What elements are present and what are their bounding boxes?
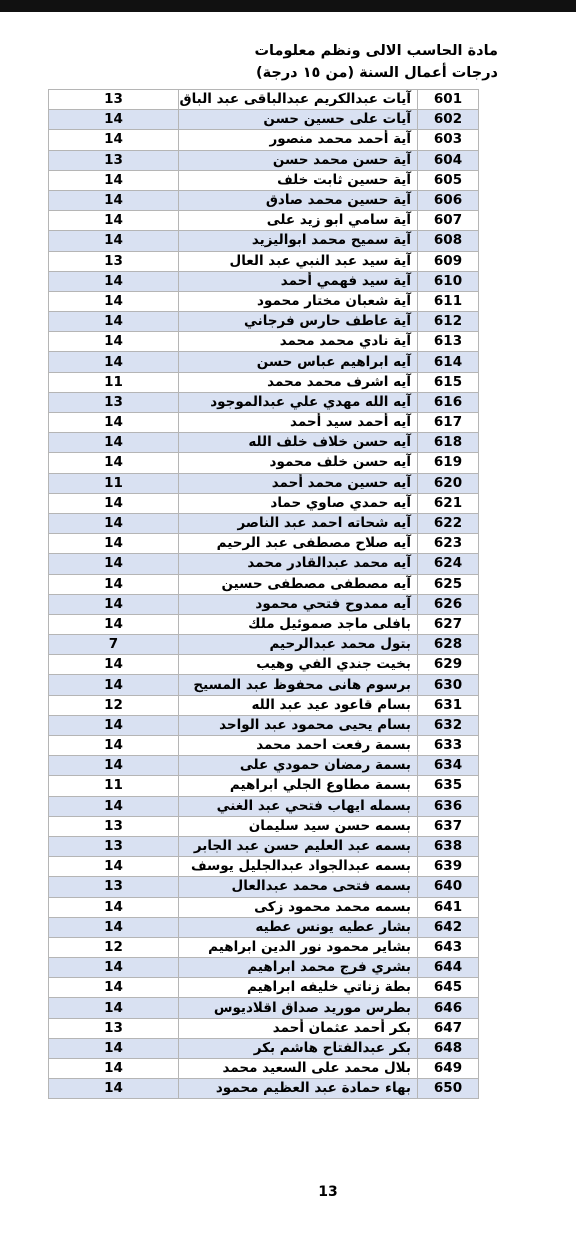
grade-cell: 13 <box>49 1018 179 1038</box>
grade-cell: 13 <box>49 877 179 897</box>
seat-number-cell: 626 <box>418 594 479 614</box>
grade-cell: 14 <box>49 130 179 150</box>
table-row <box>49 937 479 957</box>
student-name-cell: آيات عبدالكريم عبدالباقى عبد الباق <box>179 90 418 110</box>
student-name-cell: آية حسن محمد حسن <box>179 150 418 170</box>
seat-number-cell: 638 <box>418 836 479 856</box>
table-row <box>49 978 479 998</box>
student-name-cell: بهاء حمادة عبد العظيم محمود <box>179 1079 418 1099</box>
seat-number-cell: 646 <box>418 998 479 1018</box>
seat-number-cell: 617 <box>418 413 479 433</box>
seat-number-cell: 605 <box>418 170 479 190</box>
seat-number-cell: 624 <box>418 554 479 574</box>
seat-number-cell: 625 <box>418 574 479 594</box>
seat-number-cell: 639 <box>418 857 479 877</box>
table-row <box>49 493 479 513</box>
table-row <box>49 695 479 715</box>
grade-cell: 13 <box>49 816 179 836</box>
grade-cell: 11 <box>49 776 179 796</box>
student-name-cell: آية سامي ابو زيد على <box>179 211 418 231</box>
table-row <box>49 312 479 332</box>
table-row <box>49 392 479 412</box>
student-name-cell: بسمة مطاوع الجلي ابراهيم <box>179 776 418 796</box>
seat-number-cell: 643 <box>418 937 479 957</box>
grade-cell: 14 <box>49 332 179 352</box>
student-name-cell: آية حسين ثابت خلف <box>179 170 418 190</box>
grade-cell: 14 <box>49 170 179 190</box>
table-row <box>49 1018 479 1038</box>
seat-number-cell: 601 <box>418 90 479 110</box>
table-row <box>49 958 479 978</box>
seat-number-cell: 634 <box>418 756 479 776</box>
table-row <box>49 756 479 776</box>
seat-number-cell: 640 <box>418 877 479 897</box>
grade-cell: 14 <box>49 312 179 332</box>
table-row <box>49 251 479 271</box>
table-row <box>49 816 479 836</box>
grade-cell: 13 <box>49 150 179 170</box>
page-number: 13 <box>318 1184 338 1200</box>
table-row <box>49 433 479 453</box>
table-row <box>49 554 479 574</box>
student-name-cell: بكر عبدالفتاح هاشم بكر <box>179 1038 418 1058</box>
table-row <box>49 635 479 655</box>
document-header <box>254 40 498 84</box>
student-name-cell: آية سيد عبد النبي عبد العال <box>179 251 418 271</box>
table-row <box>49 998 479 1018</box>
seat-number-cell: 609 <box>418 251 479 271</box>
student-name-cell: آيه حسن خلف محمود <box>179 453 418 473</box>
grade-cell: 14 <box>49 1059 179 1079</box>
table-row <box>49 1038 479 1058</box>
seat-number-cell: 644 <box>418 958 479 978</box>
student-name-cell: آية نادي محمد محمد <box>179 332 418 352</box>
student-name-cell: بسمه عبد العليم حسن عبد الجابر <box>179 836 418 856</box>
student-name-cell: بسمه عبدالجواد عبدالجليل يوسف <box>179 857 418 877</box>
student-name-cell: آيه شحاته احمد عبد الناصر <box>179 513 418 533</box>
grade-cell: 13 <box>49 392 179 412</box>
table-row <box>49 655 479 675</box>
seat-number-cell: 629 <box>418 655 479 675</box>
table-row <box>49 1079 479 1099</box>
student-name-cell: بشاير محمود نور الدين ابراهيم <box>179 937 418 957</box>
student-name-cell: بلال محمد على السعيد محمد <box>179 1059 418 1079</box>
grade-cell: 14 <box>49 453 179 473</box>
table-row <box>49 594 479 614</box>
grade-cell: 11 <box>49 473 179 493</box>
grade-cell: 14 <box>49 271 179 291</box>
student-name-cell: بطة زناتي خليفه ابراهيم <box>179 978 418 998</box>
seat-number-cell: 604 <box>418 150 479 170</box>
grade-cell: 14 <box>49 594 179 614</box>
grade-cell: 14 <box>49 554 179 574</box>
table-row <box>49 877 479 897</box>
table-row <box>49 917 479 937</box>
grade-cell: 14 <box>49 110 179 130</box>
student-name-cell: آية أحمد محمد منصور <box>179 130 418 150</box>
student-name-cell: آيات على حسين حسن <box>179 110 418 130</box>
table-row <box>49 1059 479 1079</box>
table-row <box>49 776 479 796</box>
seat-number-cell: 621 <box>418 493 479 513</box>
student-name-cell: آيه مصطفى مصطفى حسين <box>179 574 418 594</box>
table-row <box>49 675 479 695</box>
table-row <box>49 614 479 634</box>
grade-cell: 12 <box>49 695 179 715</box>
seat-number-cell: 611 <box>418 291 479 311</box>
grade-cell: 14 <box>49 433 179 453</box>
grade-cell: 14 <box>49 211 179 231</box>
student-name-cell: بسمة رفعت احمد محمد <box>179 736 418 756</box>
seat-number-cell: 602 <box>418 110 479 130</box>
grade-cell: 14 <box>49 493 179 513</box>
student-name-cell: بتول محمد عبدالرحيم <box>179 635 418 655</box>
grade-cell: 14 <box>49 756 179 776</box>
grade-cell: 14 <box>49 655 179 675</box>
student-name-cell: آية سيد فهمي أحمد <box>179 271 418 291</box>
student-name-cell: آيه الله مهدي علي عبدالموجود <box>179 392 418 412</box>
student-name-cell: آية شعبان مختار محمود <box>179 291 418 311</box>
grade-cell: 14 <box>49 796 179 816</box>
table-row <box>49 513 479 533</box>
grade-cell: 13 <box>49 90 179 110</box>
grade-cell: 14 <box>49 231 179 251</box>
student-name-cell: بكر أحمد عثمان أحمد <box>179 1018 418 1038</box>
table-row <box>49 897 479 917</box>
student-name-cell: بسام قاعود عيد عبد الله <box>179 695 418 715</box>
student-name-cell: آيه حسين محمد أحمد <box>179 473 418 493</box>
seat-number-cell: 606 <box>418 190 479 210</box>
seat-number-cell: 623 <box>418 534 479 554</box>
seat-number-cell: 608 <box>418 231 479 251</box>
student-name-cell: آية حسين محمد صادق <box>179 190 418 210</box>
grade-cell: 7 <box>49 635 179 655</box>
grade-cell: 14 <box>49 736 179 756</box>
table-row <box>49 413 479 433</box>
table-row <box>49 271 479 291</box>
seat-number-cell: 631 <box>418 695 479 715</box>
seat-number-cell: 636 <box>418 796 479 816</box>
student-name-cell: آيه أحمد سيد أحمد <box>179 413 418 433</box>
student-name-cell: بشار عطيه يونس عطيه <box>179 917 418 937</box>
seat-number-cell: 615 <box>418 372 479 392</box>
seat-number-cell: 649 <box>418 1059 479 1079</box>
table-row <box>49 130 479 150</box>
student-name-cell: بسام يحيى محمود عبد الواحد <box>179 715 418 735</box>
seat-number-cell: 650 <box>418 1079 479 1099</box>
student-name-cell: بسمه محمد محمود زكى <box>179 897 418 917</box>
grade-cell: 14 <box>49 614 179 634</box>
table-row <box>49 372 479 392</box>
grade-cell: 14 <box>49 291 179 311</box>
grade-cell: 14 <box>49 534 179 554</box>
seat-number-cell: 622 <box>418 513 479 533</box>
table-row <box>49 231 479 251</box>
table-row <box>49 170 479 190</box>
grade-cell: 14 <box>49 857 179 877</box>
seat-number-cell: 619 <box>418 453 479 473</box>
grade-cell: 14 <box>49 352 179 372</box>
student-name-cell: بخيت جندي الفي وهيب <box>179 655 418 675</box>
grade-cell: 13 <box>49 251 179 271</box>
student-name-cell: آيه ممدوح فتحي محمود <box>179 594 418 614</box>
seat-number-cell: 610 <box>418 271 479 291</box>
table-row <box>49 453 479 473</box>
grade-cell: 13 <box>49 836 179 856</box>
table-row <box>49 110 479 130</box>
grade-cell: 14 <box>49 675 179 695</box>
grades-subtitle: درجات أعمال السنة (من ١٥ درجة) <box>255 65 498 81</box>
student-name-cell: بافلى ماجد صموئيل ملك <box>179 614 418 634</box>
seat-number-cell: 613 <box>418 332 479 352</box>
seat-number-cell: 635 <box>418 776 479 796</box>
table-row <box>49 715 479 735</box>
grade-cell: 14 <box>49 190 179 210</box>
student-name-cell: بسمة رمضان حمودي على <box>179 756 418 776</box>
student-name-cell: آيه حسن خلاف خلف الله <box>179 433 418 453</box>
student-name-cell: آية عاطف حارس فرجاني <box>179 312 418 332</box>
seat-number-cell: 632 <box>418 715 479 735</box>
student-name-cell: آيه محمد عبدالقادر محمد <box>179 554 418 574</box>
seat-number-cell: 630 <box>418 675 479 695</box>
grade-cell: 14 <box>49 1079 179 1099</box>
seat-number-cell: 645 <box>418 978 479 998</box>
grade-cell: 14 <box>49 574 179 594</box>
grade-cell: 14 <box>49 897 179 917</box>
student-name-cell: بشري فرج محمد ابراهيم <box>179 958 418 978</box>
table-row <box>49 291 479 311</box>
table-row <box>49 857 479 877</box>
seat-number-cell: 633 <box>418 736 479 756</box>
grade-cell: 14 <box>49 513 179 533</box>
student-name-cell: بطرس موريد صداق اقلاديوس <box>179 998 418 1018</box>
table-row <box>49 574 479 594</box>
student-name-cell: آيه صلاح مصطفى عبد الرحيم <box>179 534 418 554</box>
student-name-cell: بسمه فتحى محمد عبدالعال <box>179 877 418 897</box>
student-name-cell: آية سميح محمد ابواليزيد <box>179 231 418 251</box>
table-row <box>49 90 479 110</box>
table-row <box>49 352 479 372</box>
seat-number-cell: 616 <box>418 392 479 412</box>
grade-cell: 11 <box>49 372 179 392</box>
student-name-cell: آيه ابراهيم عباس حسن <box>179 352 418 372</box>
top-edge-bar <box>0 0 576 12</box>
grade-cell: 14 <box>49 413 179 433</box>
grade-cell: 14 <box>49 958 179 978</box>
table-row <box>49 190 479 210</box>
student-name-cell: آيه حمدي صاوي حماد <box>179 493 418 513</box>
grade-cell: 14 <box>49 715 179 735</box>
table-row <box>49 534 479 554</box>
table-row <box>49 836 479 856</box>
grades-table <box>48 89 479 1099</box>
seat-number-cell: 612 <box>418 312 479 332</box>
table-row <box>49 211 479 231</box>
seat-number-cell: 614 <box>418 352 479 372</box>
seat-number-cell: 637 <box>418 816 479 836</box>
seat-number-cell: 620 <box>418 473 479 493</box>
seat-number-cell: 648 <box>418 1038 479 1058</box>
seat-number-cell: 607 <box>418 211 479 231</box>
grade-cell: 14 <box>49 978 179 998</box>
table-row <box>49 332 479 352</box>
seat-number-cell: 628 <box>418 635 479 655</box>
student-name-cell: آيه اشرف محمد محمد <box>179 372 418 392</box>
seat-number-cell: 647 <box>418 1018 479 1038</box>
table-row <box>49 796 479 816</box>
seat-number-cell: 603 <box>418 130 479 150</box>
table-row <box>49 736 479 756</box>
table-row <box>49 473 479 493</box>
grade-cell: 14 <box>49 1038 179 1058</box>
seat-number-cell: 618 <box>418 433 479 453</box>
grade-cell: 14 <box>49 917 179 937</box>
grade-cell: 14 <box>49 998 179 1018</box>
subject-title: مادة الحاسب الالى ونظم معلومات <box>254 43 498 59</box>
seat-number-cell: 627 <box>418 614 479 634</box>
grade-cell: 12 <box>49 937 179 957</box>
student-name-cell: برسوم هانى محفوظ عبد المسيح <box>179 675 418 695</box>
table-row <box>49 150 479 170</box>
seat-number-cell: 642 <box>418 917 479 937</box>
seat-number-cell: 641 <box>418 897 479 917</box>
grades-table-body <box>49 90 479 1099</box>
student-name-cell: بسمه حسن سيد سليمان <box>179 816 418 836</box>
student-name-cell: بسمله ايهاب فتحي عبد الغني <box>179 796 418 816</box>
